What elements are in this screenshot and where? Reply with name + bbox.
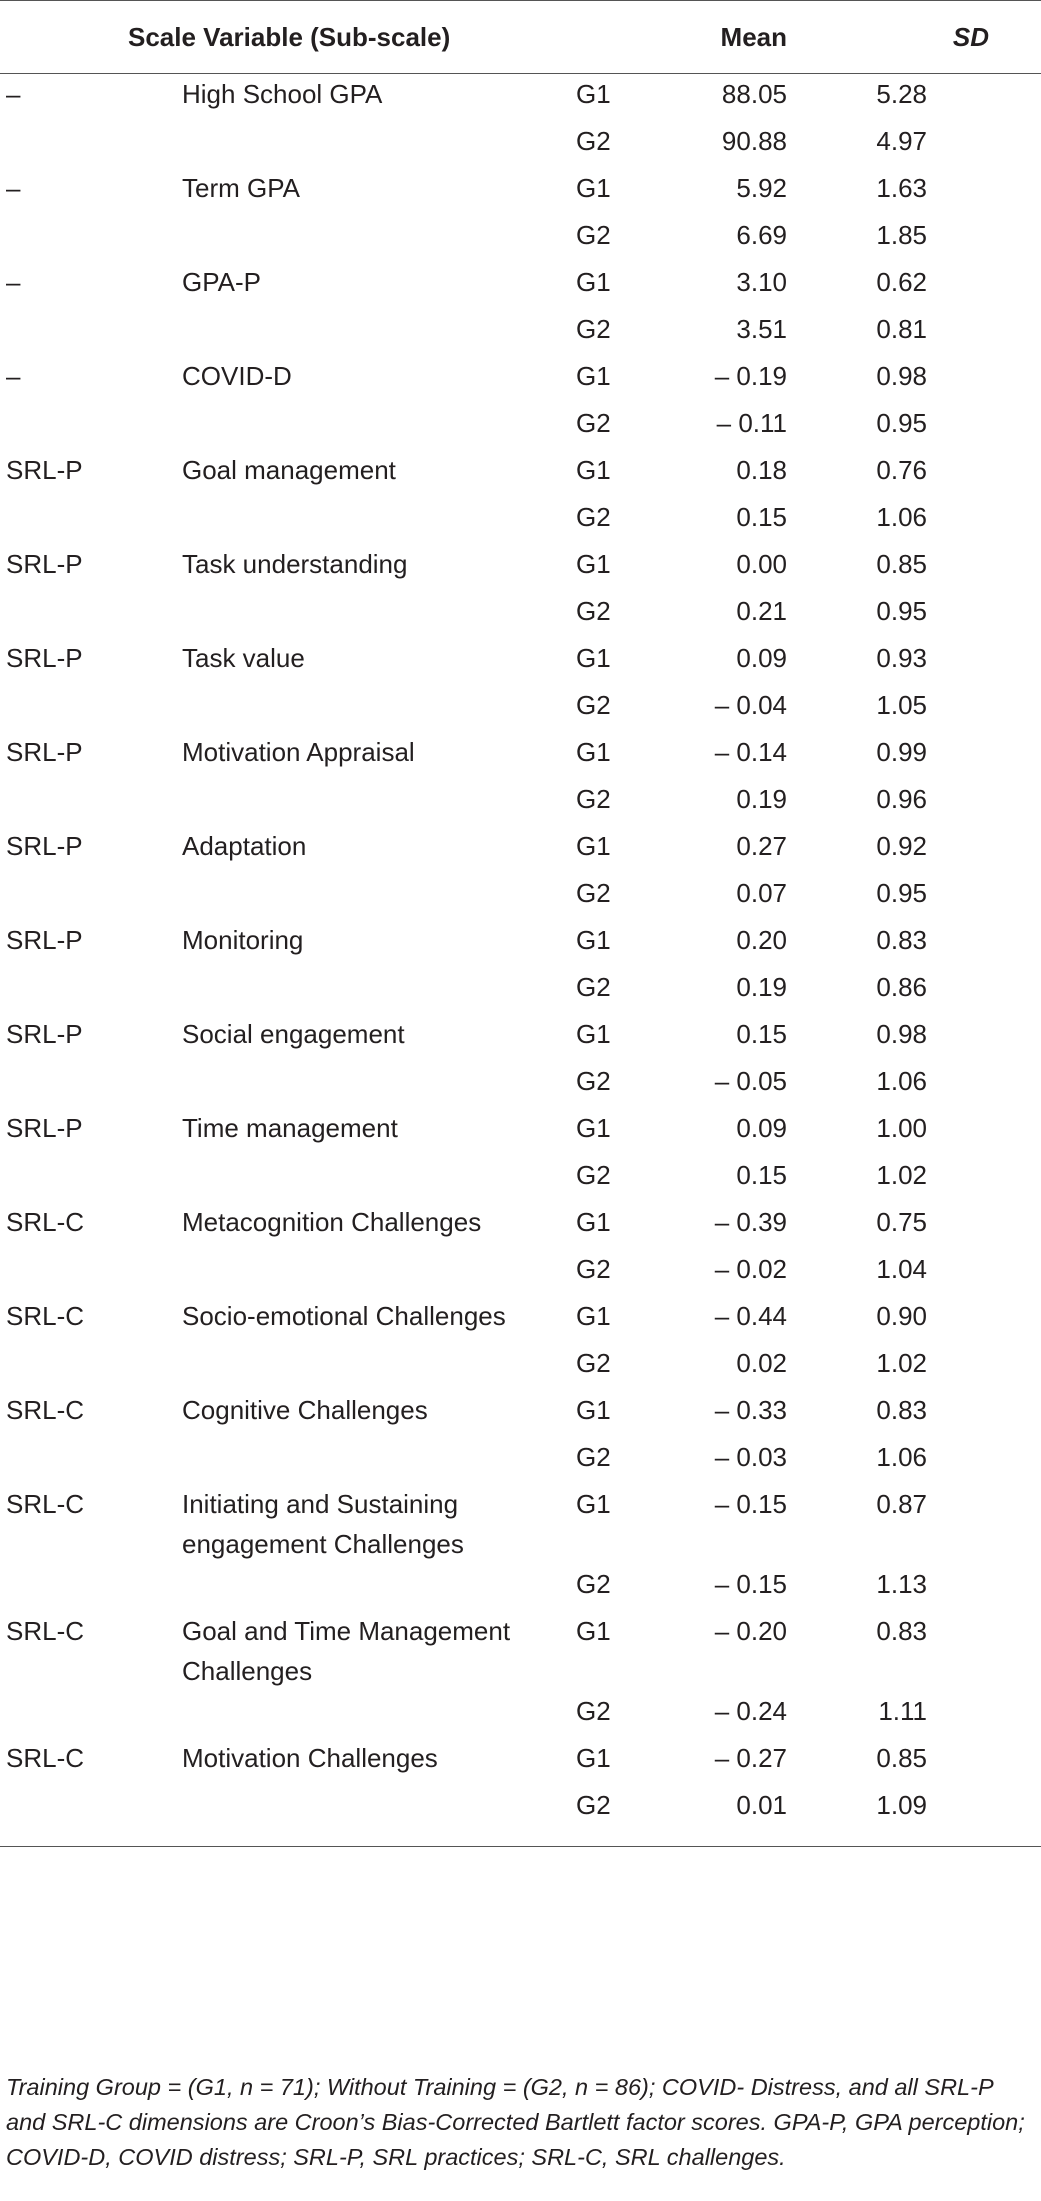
mean-cell: – 0.11 (716, 408, 787, 438)
spacer-cell (935, 1343, 1041, 1390)
group-cell: G2 (576, 1254, 611, 1284)
subscale-cell: Social engagement (182, 1019, 405, 1049)
subscale-cell (182, 1343, 576, 1390)
table-row (0, 168, 1041, 215)
spacer-cell (935, 873, 1041, 920)
spacer-cell (935, 638, 1041, 685)
subscale-cell: High School GPA (182, 79, 383, 109)
group-cell: G2 (576, 690, 611, 720)
group-cell: G2 (576, 784, 611, 814)
scale-cell: SRL-P (6, 549, 83, 579)
group-cell: G1 (576, 549, 611, 579)
subscale-cell: Motivation Challenges (182, 1743, 438, 1773)
mean-cell: 0.01 (736, 1790, 787, 1820)
sd-cell: 1.06 (876, 1442, 927, 1472)
group-cell: G1 (576, 1301, 611, 1331)
sd-cell: 0.76 (876, 455, 927, 485)
subscale-cell (182, 873, 576, 920)
scale-cell: – (6, 79, 21, 109)
sd-cell: 1.04 (876, 1254, 927, 1284)
scale-cell (0, 1061, 182, 1108)
group-cell: G2 (576, 1160, 611, 1190)
subscale-cell (182, 1564, 576, 1611)
mean-cell: – 0.04 (714, 690, 787, 720)
mean-cell: – 0.15 (714, 1489, 787, 1519)
sd-cell: 0.87 (876, 1489, 927, 1519)
table-row (0, 1437, 1041, 1484)
spacer-cell (935, 1014, 1041, 1061)
subscale-cell (182, 591, 576, 638)
sd-cell: 0.98 (876, 1019, 927, 1049)
sd-cell: 0.81 (876, 314, 927, 344)
table-row (0, 1108, 1041, 1155)
table-row (0, 1484, 1041, 1564)
group-cell: G2 (576, 972, 611, 1002)
mean-cell: – 0.44 (714, 1301, 787, 1331)
group-cell: G1 (576, 79, 611, 109)
table-body (0, 74, 1041, 1847)
spacer-cell (935, 591, 1041, 638)
spacer-cell (935, 1564, 1041, 1611)
table-row (0, 1691, 1041, 1738)
scale-cell: SRL-P (6, 455, 83, 485)
scale-cell: – (6, 361, 21, 391)
header-mean: Mean (639, 1, 787, 74)
spacer-cell (935, 121, 1041, 168)
group-cell: G1 (576, 925, 611, 955)
group-cell: G2 (576, 408, 611, 438)
table-row (0, 1343, 1041, 1390)
sd-cell: 0.93 (876, 643, 927, 673)
group-cell: G2 (576, 1569, 611, 1599)
table-row (0, 544, 1041, 591)
spacer-cell (935, 920, 1041, 967)
table-row (0, 967, 1041, 1014)
sd-cell: 1.63 (876, 173, 927, 203)
mean-cell: – 0.20 (714, 1616, 787, 1646)
table-row (0, 1564, 1041, 1611)
subscale-cell: GPA-P (182, 267, 261, 297)
spacer-cell (935, 1202, 1041, 1249)
subscale-cell: Initiating and Sustaining engagement Challenges (182, 1489, 464, 1559)
scale-cell (0, 1343, 182, 1390)
subscale-cell: Goal management (182, 455, 396, 485)
mean-cell: 3.51 (736, 314, 787, 344)
table-row (0, 1249, 1041, 1296)
sd-cell: 1.85 (876, 220, 927, 250)
scale-cell: SRL-P (6, 1019, 83, 1049)
table-row (0, 638, 1041, 685)
mean-cell: 0.15 (736, 502, 787, 532)
group-cell: G1 (576, 1113, 611, 1143)
sd-cell: 1.02 (876, 1348, 927, 1378)
scale-cell (0, 873, 182, 920)
spacer-cell (935, 450, 1041, 497)
spacer-cell (935, 1296, 1041, 1343)
table-footnote: Training Group = (G1, n = 71); Without Training = (G2, n = 86); COVID- Distress, and all SRL-P and SRL-C dimensions are Croon’s Bias-Corrected Bartlett factor scores. GPA-P, GPA perception; COVID-D, COVID distress; SRL-P, SRL practices; SRL-C, SRL challenges. (6, 2073, 1025, 2170)
table-row (0, 732, 1041, 779)
subscale-cell (182, 215, 576, 262)
subscale-cell (182, 497, 576, 544)
spacer-cell (935, 1108, 1041, 1155)
subscale-cell: Term GPA (182, 173, 300, 203)
sd-cell: 0.85 (876, 549, 927, 579)
sd-cell: 0.95 (876, 408, 927, 438)
subscale-cell: COVID-D (182, 361, 292, 391)
mean-cell: – 0.39 (714, 1207, 787, 1237)
sd-cell: 1.00 (876, 1113, 927, 1143)
spacer-cell (935, 74, 1041, 122)
mean-cell: – 0.19 (714, 361, 787, 391)
scale-cell (0, 967, 182, 1014)
mean-cell: 0.07 (736, 878, 787, 908)
subscale-cell: Time management (182, 1113, 398, 1143)
spacer-cell (935, 497, 1041, 544)
spacer-cell (935, 1437, 1041, 1484)
spacer-cell (935, 967, 1041, 1014)
subscale-cell: Goal and Time Management Challenges (182, 1616, 511, 1686)
mean-cell: – 0.15 (714, 1569, 787, 1599)
spacer-cell (935, 168, 1041, 215)
table-row (0, 685, 1041, 732)
scale-cell: SRL-P (6, 831, 83, 861)
sd-cell: 0.83 (876, 925, 927, 955)
table-row (0, 262, 1041, 309)
spacer-cell (935, 1785, 1041, 1847)
mean-cell: – 0.02 (714, 1254, 787, 1284)
group-cell: G1 (576, 831, 611, 861)
header-scale-variable: Scale Variable (Sub-scale) (0, 1, 639, 74)
scale-cell (0, 1155, 182, 1202)
mean-cell: 0.18 (736, 455, 787, 485)
scale-cell (0, 1249, 182, 1296)
sd-cell: 0.95 (876, 878, 927, 908)
sd-cell: 0.62 (876, 267, 927, 297)
mean-cell: – 0.24 (714, 1696, 787, 1726)
sd-cell: 0.90 (876, 1301, 927, 1331)
sd-cell: 1.09 (876, 1790, 927, 1820)
spacer-cell (935, 1611, 1041, 1691)
mean-cell: 88.05 (721, 79, 787, 109)
group-cell: G2 (576, 1066, 611, 1096)
spacer-cell (935, 309, 1041, 356)
subscale-cell (182, 685, 576, 732)
table-row (0, 591, 1041, 638)
group-cell: G1 (576, 1207, 611, 1237)
spacer-cell (935, 779, 1041, 826)
mean-cell: 0.15 (736, 1019, 787, 1049)
table-row (0, 1738, 1041, 1785)
group-cell: G2 (576, 596, 611, 626)
table-row (0, 403, 1041, 450)
group-cell: G1 (576, 1019, 611, 1049)
scale-cell: SRL-C (6, 1207, 85, 1237)
group-cell: G1 (576, 1489, 611, 1519)
sd-cell: 0.83 (876, 1616, 927, 1646)
spacer-cell (935, 1738, 1041, 1785)
sd-cell: 0.86 (876, 972, 927, 1002)
subscale-cell: Monitoring (182, 925, 304, 955)
scale-cell: SRL-P (6, 643, 83, 673)
sd-cell: 1.11 (878, 1696, 927, 1726)
table-row (0, 1061, 1041, 1108)
mean-cell: – 0.27 (714, 1743, 787, 1773)
subscale-cell: Task value (182, 643, 305, 673)
spacer-cell (935, 826, 1041, 873)
sd-cell: 5.28 (876, 79, 927, 109)
scale-cell (0, 685, 182, 732)
spacer-cell (935, 403, 1041, 450)
table-row (0, 1785, 1041, 1847)
group-cell: G2 (576, 1696, 611, 1726)
subscale-cell (182, 1785, 576, 1847)
sd-cell: 1.06 (876, 502, 927, 532)
scale-cell (0, 779, 182, 826)
table-row (0, 215, 1041, 262)
sd-cell: 0.96 (876, 784, 927, 814)
scale-cell (0, 1691, 182, 1738)
subscale-cell (182, 779, 576, 826)
table-row (0, 1611, 1041, 1691)
mean-cell: – 0.05 (714, 1066, 787, 1096)
table-row (0, 873, 1041, 920)
subscale-cell: Cognitive Challenges (182, 1395, 428, 1425)
mean-cell: 5.92 (736, 173, 787, 203)
spacer-cell (935, 1484, 1041, 1564)
spacer-cell (935, 1061, 1041, 1108)
sd-cell: 4.97 (876, 126, 927, 156)
spacer-cell (935, 544, 1041, 591)
spacer-cell (935, 732, 1041, 779)
scale-cell: SRL-P (6, 737, 83, 767)
sd-cell: 1.02 (876, 1160, 927, 1190)
subscale-cell (182, 121, 576, 168)
subscale-cell (182, 309, 576, 356)
spacer-cell (935, 1691, 1041, 1738)
scale-cell (0, 497, 182, 544)
scale-cell: SRL-C (6, 1489, 85, 1519)
mean-cell: 0.19 (736, 972, 787, 1002)
subscale-cell (182, 1691, 576, 1738)
table-row (0, 1390, 1041, 1437)
subscale-cell (182, 1061, 576, 1108)
table-header (0, 1, 1041, 74)
scale-cell: SRL-C (6, 1301, 85, 1331)
group-cell: G1 (576, 1743, 611, 1773)
group-cell: G2 (576, 126, 611, 156)
subscale-cell (182, 1155, 576, 1202)
group-cell: G1 (576, 173, 611, 203)
sd-cell: 0.83 (876, 1395, 927, 1425)
table-row (0, 74, 1041, 122)
table-row (0, 920, 1041, 967)
subscale-cell (182, 1437, 576, 1484)
group-cell: G2 (576, 878, 611, 908)
group-cell: G2 (576, 314, 611, 344)
spacer-cell (935, 215, 1041, 262)
subscale-cell (182, 1249, 576, 1296)
group-cell: G2 (576, 1790, 611, 1820)
mean-cell: 0.15 (736, 1160, 787, 1190)
table-row (0, 1014, 1041, 1061)
table-row (0, 826, 1041, 873)
table-row (0, 450, 1041, 497)
scale-cell (0, 121, 182, 168)
sd-cell: 1.05 (876, 690, 927, 720)
mean-cell: 0.09 (736, 643, 787, 673)
mean-cell: 3.10 (736, 267, 787, 297)
scale-cell (0, 1437, 182, 1484)
subscale-cell: Task understanding (182, 549, 408, 579)
group-cell: G2 (576, 502, 611, 532)
mean-cell: 6.69 (736, 220, 787, 250)
sd-cell: 0.75 (876, 1207, 927, 1237)
group-cell: G1 (576, 1616, 611, 1646)
subscale-cell: Motivation Appraisal (182, 737, 415, 767)
scale-cell: – (6, 173, 21, 203)
sd-cell: 0.98 (876, 361, 927, 391)
sd-cell: 0.99 (876, 737, 927, 767)
scale-cell: SRL-C (6, 1395, 85, 1425)
table-row (0, 497, 1041, 544)
spacer-cell (935, 1390, 1041, 1437)
scale-cell (0, 1785, 182, 1847)
scale-cell: SRL-C (6, 1616, 85, 1646)
spacer-cell (935, 1155, 1041, 1202)
mean-cell: 0.19 (736, 784, 787, 814)
sd-cell: 0.92 (876, 831, 927, 861)
spacer-cell (935, 262, 1041, 309)
subscale-cell: Metacognition Challenges (182, 1207, 482, 1237)
mean-cell: – 0.14 (714, 737, 787, 767)
spacer-cell (935, 685, 1041, 732)
group-cell: G2 (576, 220, 611, 250)
mean-cell: 0.00 (736, 549, 787, 579)
mean-cell: 0.27 (736, 831, 787, 861)
group-cell: G1 (576, 361, 611, 391)
scale-cell (0, 591, 182, 638)
mean-cell: 0.21 (736, 596, 787, 626)
group-cell: G1 (576, 267, 611, 297)
table-row (0, 779, 1041, 826)
group-cell: G1 (576, 1395, 611, 1425)
group-cell: G1 (576, 737, 611, 767)
scale-cell: SRL-C (6, 1743, 85, 1773)
mean-cell: – 0.03 (714, 1442, 787, 1472)
sd-cell: 1.13 (876, 1569, 927, 1599)
spacer-cell (935, 356, 1041, 403)
subscale-cell: Socio-emotional Challenges (182, 1301, 506, 1331)
table-row (0, 1155, 1041, 1202)
group-cell: G2 (576, 1442, 611, 1472)
scale-cell (0, 215, 182, 262)
scale-cell (0, 403, 182, 450)
table-row (0, 1296, 1041, 1343)
scale-cell: – (6, 267, 21, 297)
mean-cell: 0.02 (736, 1348, 787, 1378)
sd-cell: 1.06 (876, 1066, 927, 1096)
sd-cell: 0.85 (876, 1743, 927, 1773)
table-row (0, 309, 1041, 356)
table-row (0, 356, 1041, 403)
group-cell: G1 (576, 455, 611, 485)
sd-cell: 0.95 (876, 596, 927, 626)
scale-cell (0, 1564, 182, 1611)
mean-cell: – 0.33 (714, 1395, 787, 1425)
scale-cell (0, 309, 182, 356)
header-sd: SD (787, 1, 1041, 74)
group-cell: G1 (576, 643, 611, 673)
table-row (0, 121, 1041, 168)
spacer-cell (935, 1249, 1041, 1296)
mean-cell: 0.20 (736, 925, 787, 955)
mean-cell: 0.09 (736, 1113, 787, 1143)
subscale-cell: Adaptation (182, 831, 307, 861)
scale-cell: SRL-P (6, 925, 83, 955)
group-cell: G2 (576, 1348, 611, 1378)
table-row (0, 1202, 1041, 1249)
subscale-cell (182, 967, 576, 1014)
mean-cell: 90.88 (721, 126, 787, 156)
subscale-cell (182, 403, 576, 450)
scale-cell: SRL-P (6, 1113, 83, 1143)
